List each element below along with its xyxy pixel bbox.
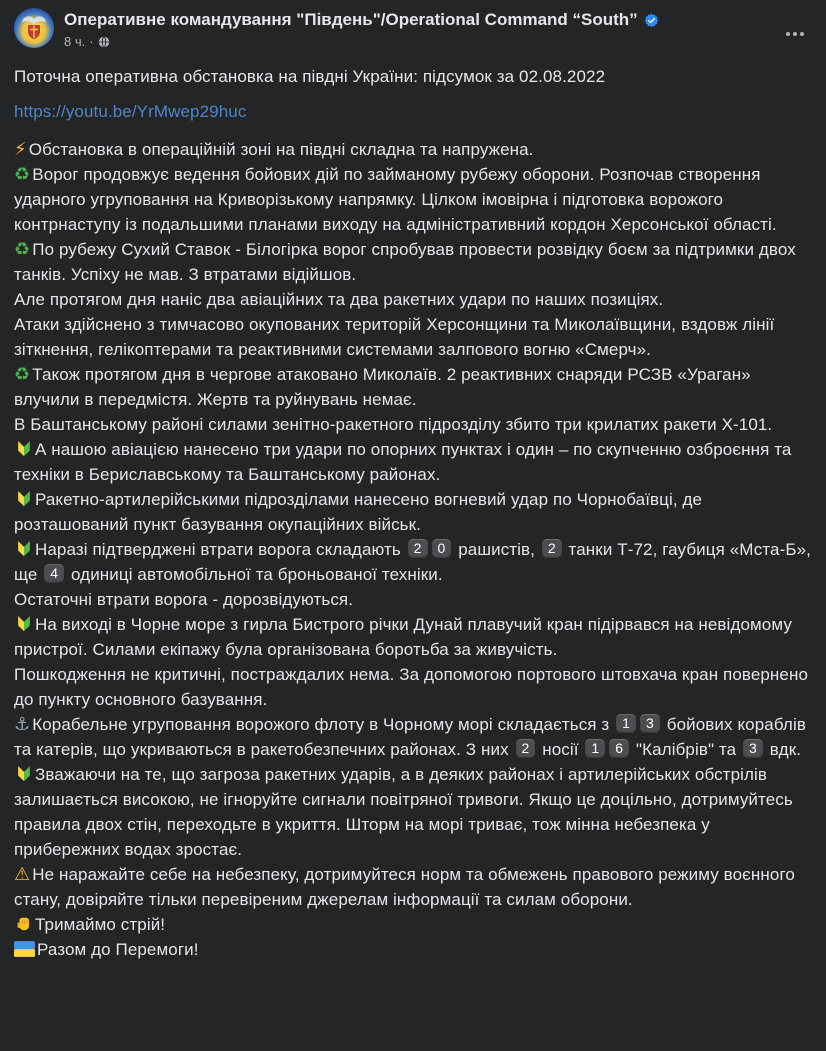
keycap-digit: 4	[44, 564, 64, 583]
post-body	[14, 64, 812, 962]
beginner-icon	[14, 439, 34, 459]
meta-separator: ·	[89, 34, 94, 49]
keycap-digit: 3	[743, 739, 763, 758]
post-header	[14, 8, 812, 49]
keycap-digit: 0	[432, 539, 452, 558]
anchor-icon: ⚓	[14, 714, 31, 735]
header-text	[64, 8, 659, 49]
keycap-digit: 1	[585, 739, 605, 758]
avatar[interactable]	[14, 8, 54, 48]
recycle-icon: ♻	[14, 364, 31, 385]
post-paragraph: ⚓ Корабельне угруповання ворожого флоту в Чорному морі складається з 1 3 бойових кораблів та катерів, що укриваються в ракетобезпечних районах. З них 2 носії 1 6 "Калібрів" та 3 вдк.	[14, 714, 806, 759]
timestamp[interactable]: 8 ч.	[64, 34, 86, 49]
post-paragraph: ⚡ Обстановка в операційній зоні на півдні складна та напружена.	[14, 139, 534, 160]
keycap-digit: 2	[408, 539, 428, 558]
beginner-icon	[14, 489, 34, 509]
keycap-digit: 1	[616, 714, 636, 733]
post-paragraph: В Баштанському районі силами зенітно-ракетного підрозділу збито три крилатих ракети Х-101.	[14, 415, 773, 434]
post-paragraph: Ракетно-артилерійськими підрозділами нанесено вогневий удар по Чорнобаївці, де розташований пункт базування окупаційних військ.	[14, 490, 703, 534]
post-paragraph: ⚠ Не наражайте себе на небезпеку, дотримуйтеся норм та обмежень правового режиму воєнного стану, довіряйте тільки перевіреним джерелам інформації та силам оборони.	[14, 864, 795, 909]
lightning-icon: ⚡	[14, 139, 27, 160]
beginner-icon	[14, 539, 34, 559]
post-paragraph: Разом до Перемоги!	[14, 937, 812, 962]
post-paragraph: ♻ Ворог продовжує ведення бойових дій по займаному рубежу оборони. Розпочав створення ударного угруповання на Криворізькому напрямку. Цілком імовірна і підготовка ворожого контрнаступу із подальшими планами виходу на адміністративний кордон Херсонської області.	[14, 164, 777, 234]
keycap-digit: 2	[516, 739, 536, 758]
keycap-digit: 6	[609, 739, 629, 758]
post-link[interactable]: https://youtu.be/YrMwep29huc	[14, 102, 247, 121]
verified-badge-icon	[644, 13, 659, 28]
fist-icon	[14, 914, 34, 934]
post-paragraph: Але протягом дня наніс два авіаційних та два ракетних удари по наших позиціях.	[14, 290, 664, 309]
post-paragraph: На виході в Чорне море з гирла Бистрого річки Дунай плавучий кран підірвався на невідомому пристрої. Силами екіпажу була організована боротьба за живучість.	[14, 615, 792, 659]
post-intro: Поточна оперативна обстановка на півдні України: підсумок за 02.08.2022	[14, 67, 606, 86]
unit-emblem-icon	[14, 8, 54, 48]
post-paragraph: Остаточні втрати ворога - дорозвідуються.	[14, 590, 354, 609]
post-paragraph: Наразі підтверджені втрати ворога складають 2 0 рашистів, 2 танки Т-72, гаубиця «Мста-Б», ще 4 одиниці автомобільної та броньованої техніки.	[14, 540, 811, 584]
post-paragraph: ♻ Також протягом дня в чергове атаковано Миколаїв. 2 реактивних снаряди РСЗВ «Ураган» влучили в передмістя. Жертв та руйнувань немає.	[14, 364, 751, 409]
page-name[interactable]: Оперативне командування "Південь"/Operational Command “South”	[64, 10, 638, 29]
globe-icon	[98, 36, 110, 48]
post-paragraph: ♻ По рубежу Сухий Ставок - Білогірка ворог спробував провести розвідку боєм за підтримки двох танків. Успіху не мав. З втратами відійшов.	[14, 239, 796, 284]
post-paragraph: Пошкодження не критичні, постраждалих нема. За допомогою портового штовхача кран повернено до пункту основного базування.	[14, 665, 809, 709]
more-options-button[interactable]	[780, 22, 810, 46]
post-paragraph: Атаки здійснено з тимчасово окупованих територій Херсонщини та Миколаївщини, вздовж лінії зіткнення, гелікоптерами та реактивними системами залпового вогню «Смерч».	[14, 315, 775, 359]
more-options-icon	[786, 32, 790, 36]
beginner-icon	[14, 614, 34, 634]
beginner-icon	[14, 764, 34, 784]
post-paragraph: Зважаючи на те, що загроза ракетних ударів, а в деяких районах і артилерійських обстрілів залишається високою, не ігноруйте сигнали повітряної тривоги. Якщо це доцільно, дотримуйтесь правила двох стін, переходьте в укриття. Шторм на морі триває, тож мінна небезпека у прибережних водах зростає.	[14, 765, 793, 859]
post-paragraph: Тримаймо стрій!	[14, 912, 812, 937]
recycle-icon: ♻	[14, 164, 31, 185]
keycap-digit: 3	[640, 714, 660, 733]
recycle-icon: ♻	[14, 239, 31, 260]
ukraine-flag-icon	[14, 941, 35, 957]
warning-icon: ⚠	[14, 864, 31, 885]
keycap-digit: 2	[542, 539, 562, 558]
post-text	[14, 137, 812, 962]
post-paragraph: А нашою авіацією нанесено три удари по опорних пунктах і один – по скупченню озброєння та техніки в Бериславському та Баштанському районах.	[14, 440, 792, 484]
